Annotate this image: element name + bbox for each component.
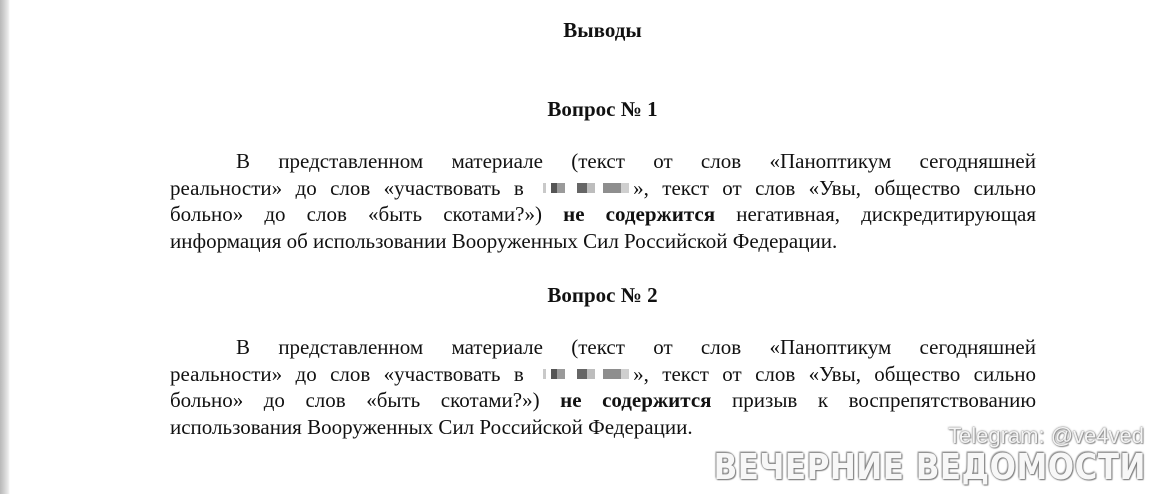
page-left-edge-shadow	[0, 0, 10, 494]
question-2-heading: Вопрос № 2	[547, 283, 658, 307]
bold-phrase: не содержится	[563, 202, 716, 226]
question-1-heading: Вопрос № 1	[547, 97, 658, 121]
question-2-paragraph	[170, 334, 1036, 440]
line-text: », текст от слов «Увы, общество сильно	[633, 175, 1037, 200]
paragraph-line: В представленном материале (текст от слов «Паноптикум сегодняшней	[236, 149, 1036, 173]
paragraph-line	[170, 175, 1036, 202]
paragraph-line: информация об использовании Вооруженных Сил Российской Федерации.	[170, 228, 838, 253]
line-text: призыв к воспрепятствованию	[732, 388, 1037, 412]
paragraph-line: В представленном материале (текст от слов «Паноптикум сегодняшней	[236, 335, 1036, 359]
document-title: Выводы	[563, 18, 642, 42]
bold-phrase: не содержится	[560, 388, 712, 412]
line-text: », текст от слов «Увы, общество сильно	[633, 361, 1037, 386]
paragraph-line: использования Вооруженных Сил Российской Федерации.	[170, 414, 693, 439]
question-1-paragraph	[170, 148, 1036, 254]
redacted-blur	[537, 369, 633, 379]
line-text: реальности» до слов «участвовать в	[170, 361, 524, 386]
redacted-blur	[537, 183, 633, 193]
line-text: негативная, дискредитирующая	[736, 202, 1037, 226]
line-text: больно» до слов «быть скотами?»)	[170, 388, 540, 412]
line-text: больно» до слов «быть скотами?»)	[170, 202, 542, 226]
paragraph-line	[170, 361, 1036, 388]
telegram-watermark: Telegram: @ve4ved	[948, 423, 1144, 448]
brand-watermark: ВЕЧЕРНИЕ ВЕДОМОСТИ	[713, 446, 1146, 488]
line-text: реальности» до слов «участвовать в	[170, 175, 524, 200]
paragraph-line	[170, 201, 1036, 228]
paragraph-line	[170, 387, 1036, 414]
